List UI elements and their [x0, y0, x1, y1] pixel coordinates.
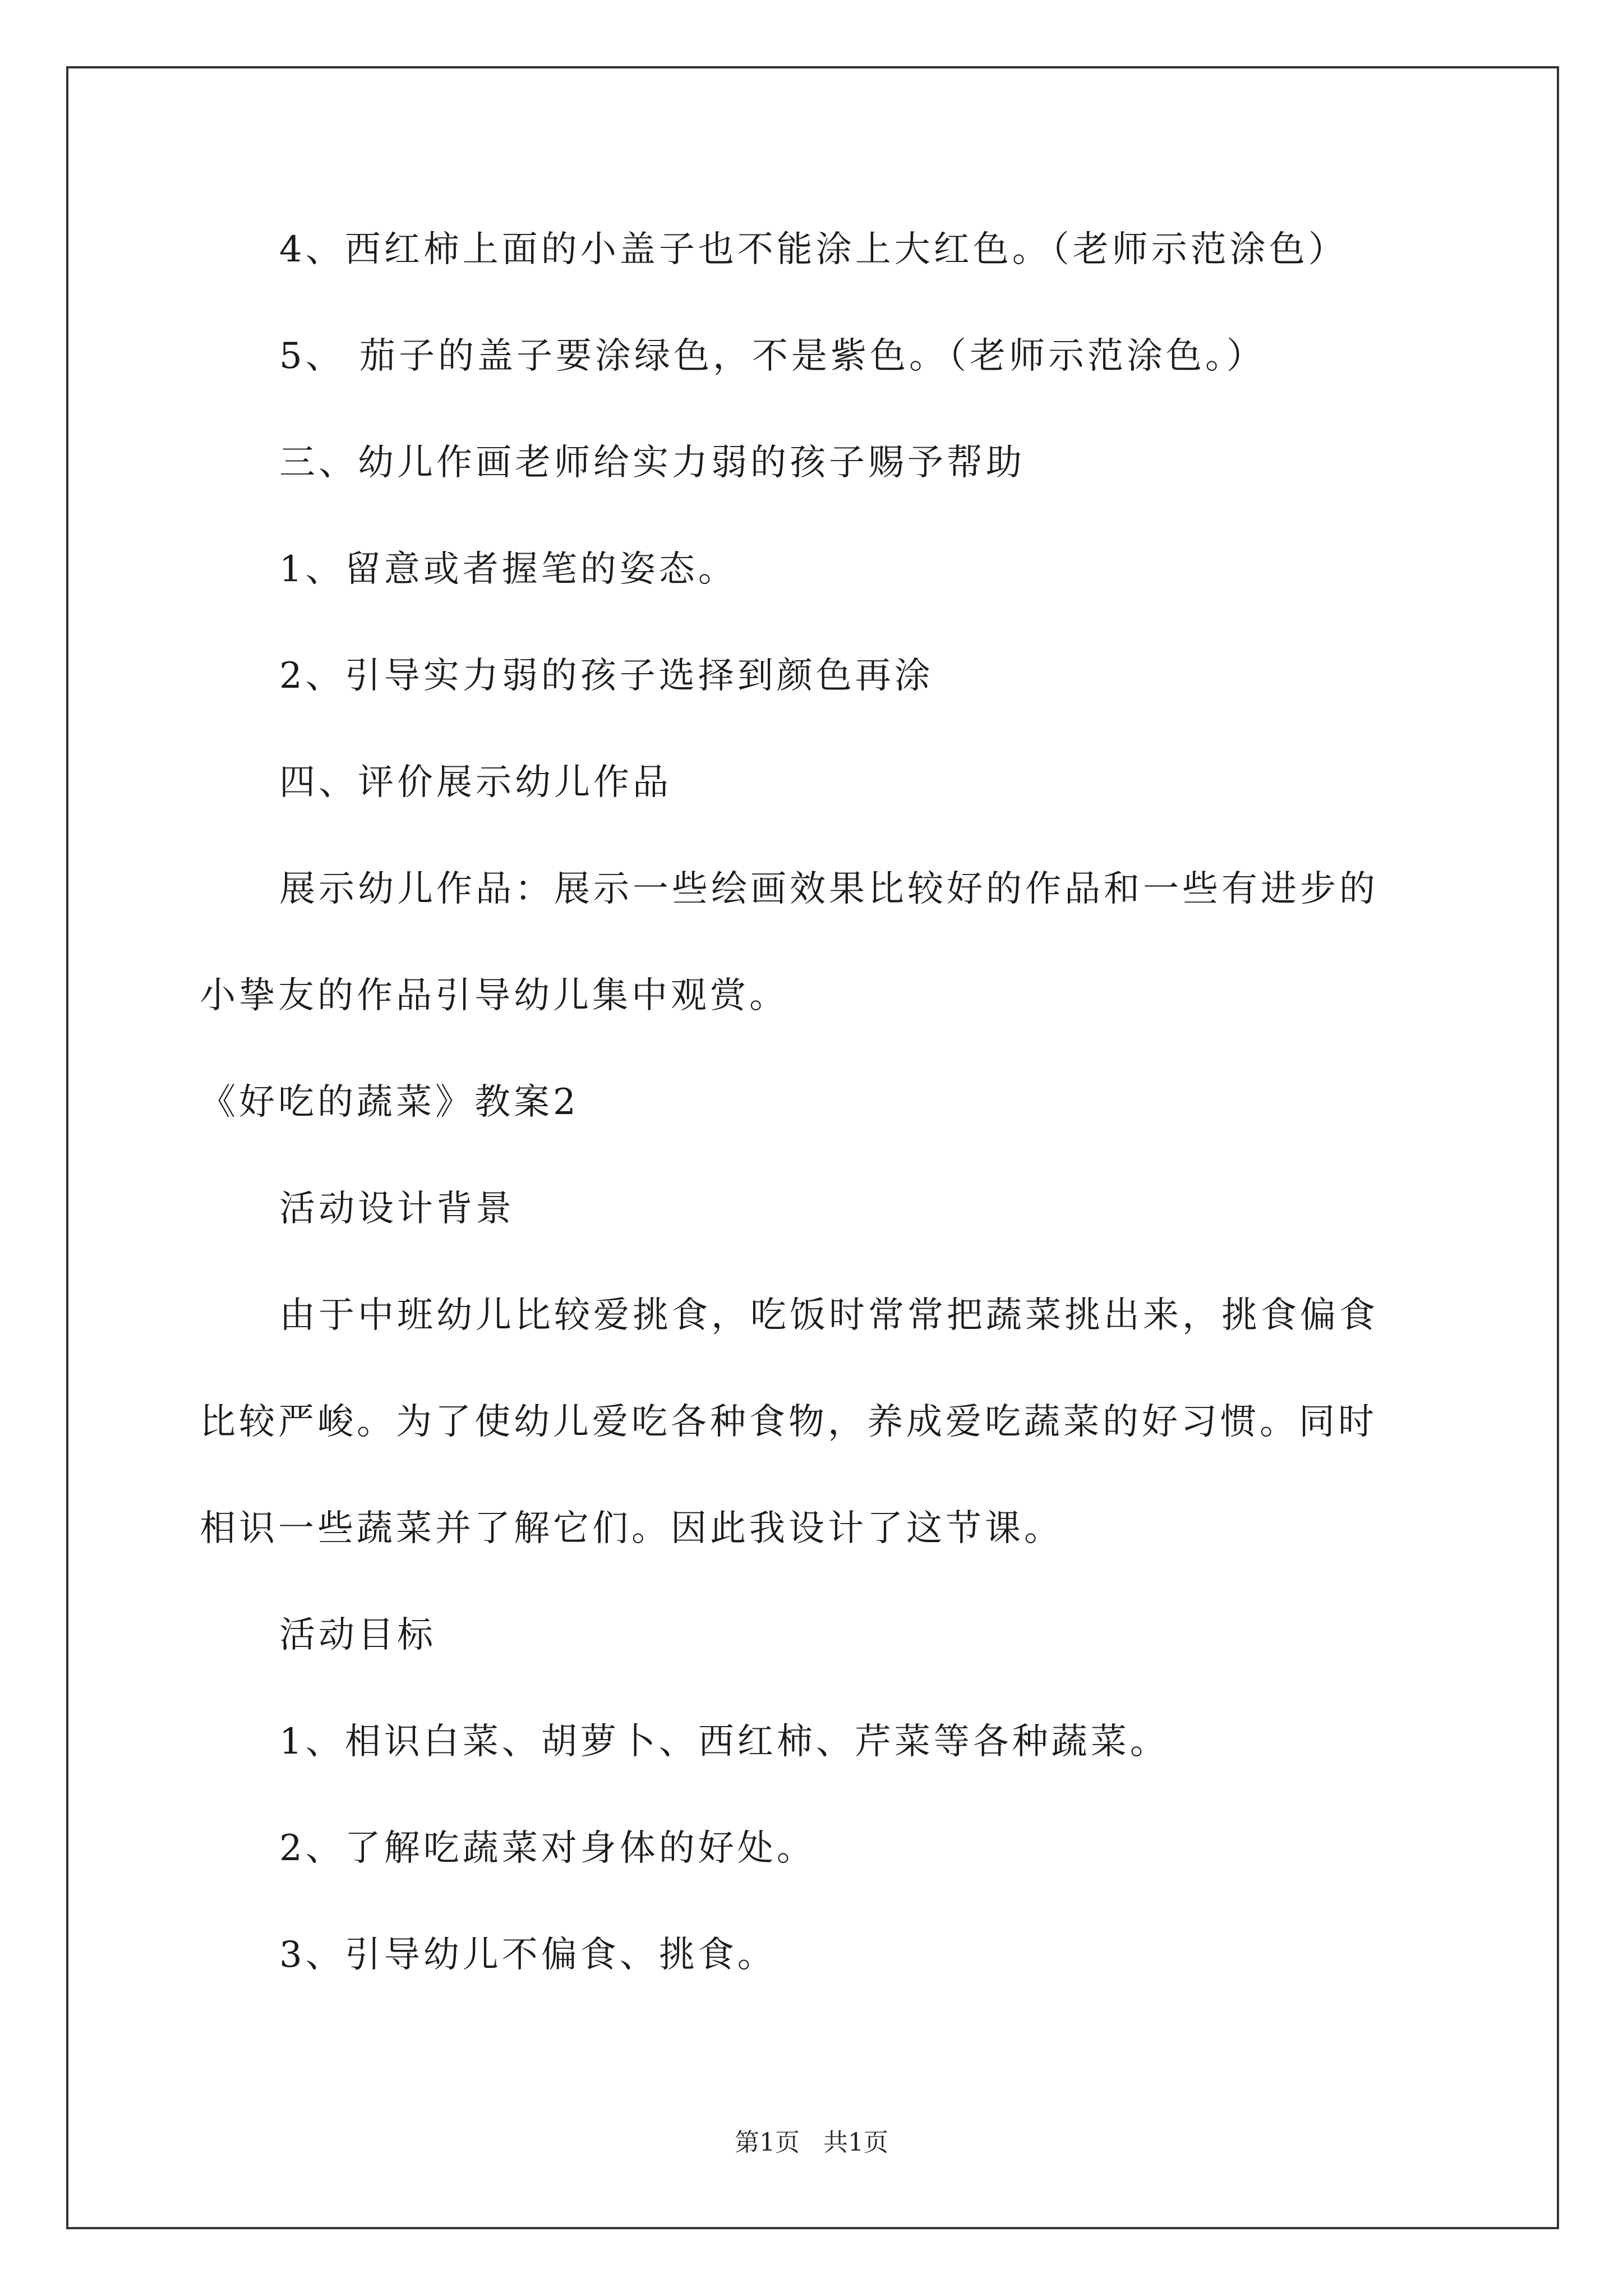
paragraph-line: 2、引导实力弱的孩子选择到颜色再涂 [279, 655, 934, 697]
paragraph-line: 相识一些蔬菜并了解它们。因此我设计了这节课。 [200, 1508, 1063, 1549]
page-border [66, 66, 1559, 2229]
page-footer [0, 2126, 1623, 2160]
page-count: 共1页 [823, 2128, 888, 2157]
paragraph-line: 4、西红柿上面的小盖子也不能涂上大红色。（老师示范涂色） [279, 229, 1348, 270]
page-number: 第1页 [735, 2128, 800, 2157]
paragraph-line: 小挚友的作品引导幼儿集中观赏。 [200, 975, 789, 1016]
paragraph-line: 1、相识白菜、胡萝卜、西红柿、芹菜等各种蔬菜。 [279, 1721, 1169, 1763]
document-title: 《好吃的蔬菜》教案2 [200, 1082, 579, 1123]
paragraph-line: 由于中班幼儿比较爱挑食，吃饭时常常把蔬菜挑出来，挑食偏食 [279, 1295, 1378, 1336]
paragraph-line: 1、留意或者握笔的姿态。 [279, 549, 737, 590]
paragraph-line: 2、了解吃蔬菜对身体的好处。 [279, 1828, 816, 1869]
paragraph-line: 比较严峻。为了使幼儿爱吃各种食物，养成爱吃蔬菜的好习惯。同时 [200, 1401, 1377, 1443]
paragraph-line: 展示幼儿作品：展示一些绘画效果比较好的作品和一些有进步的 [279, 868, 1378, 910]
section-heading: 三、幼儿作画老师给实力弱的孩子赐予帮助 [279, 442, 1025, 484]
paragraph-line: 5、 茄子的盖子要涂绿色，不是紫色。（老师示范涂色。） [279, 335, 1266, 377]
section-heading: 四、评价展示幼儿作品 [279, 762, 672, 803]
paragraph-line: 3、引导幼儿不偏食、挑食。 [279, 1934, 777, 1976]
section-heading: 活动设计背景 [279, 1188, 515, 1230]
section-heading: 活动目标 [279, 1614, 436, 1656]
